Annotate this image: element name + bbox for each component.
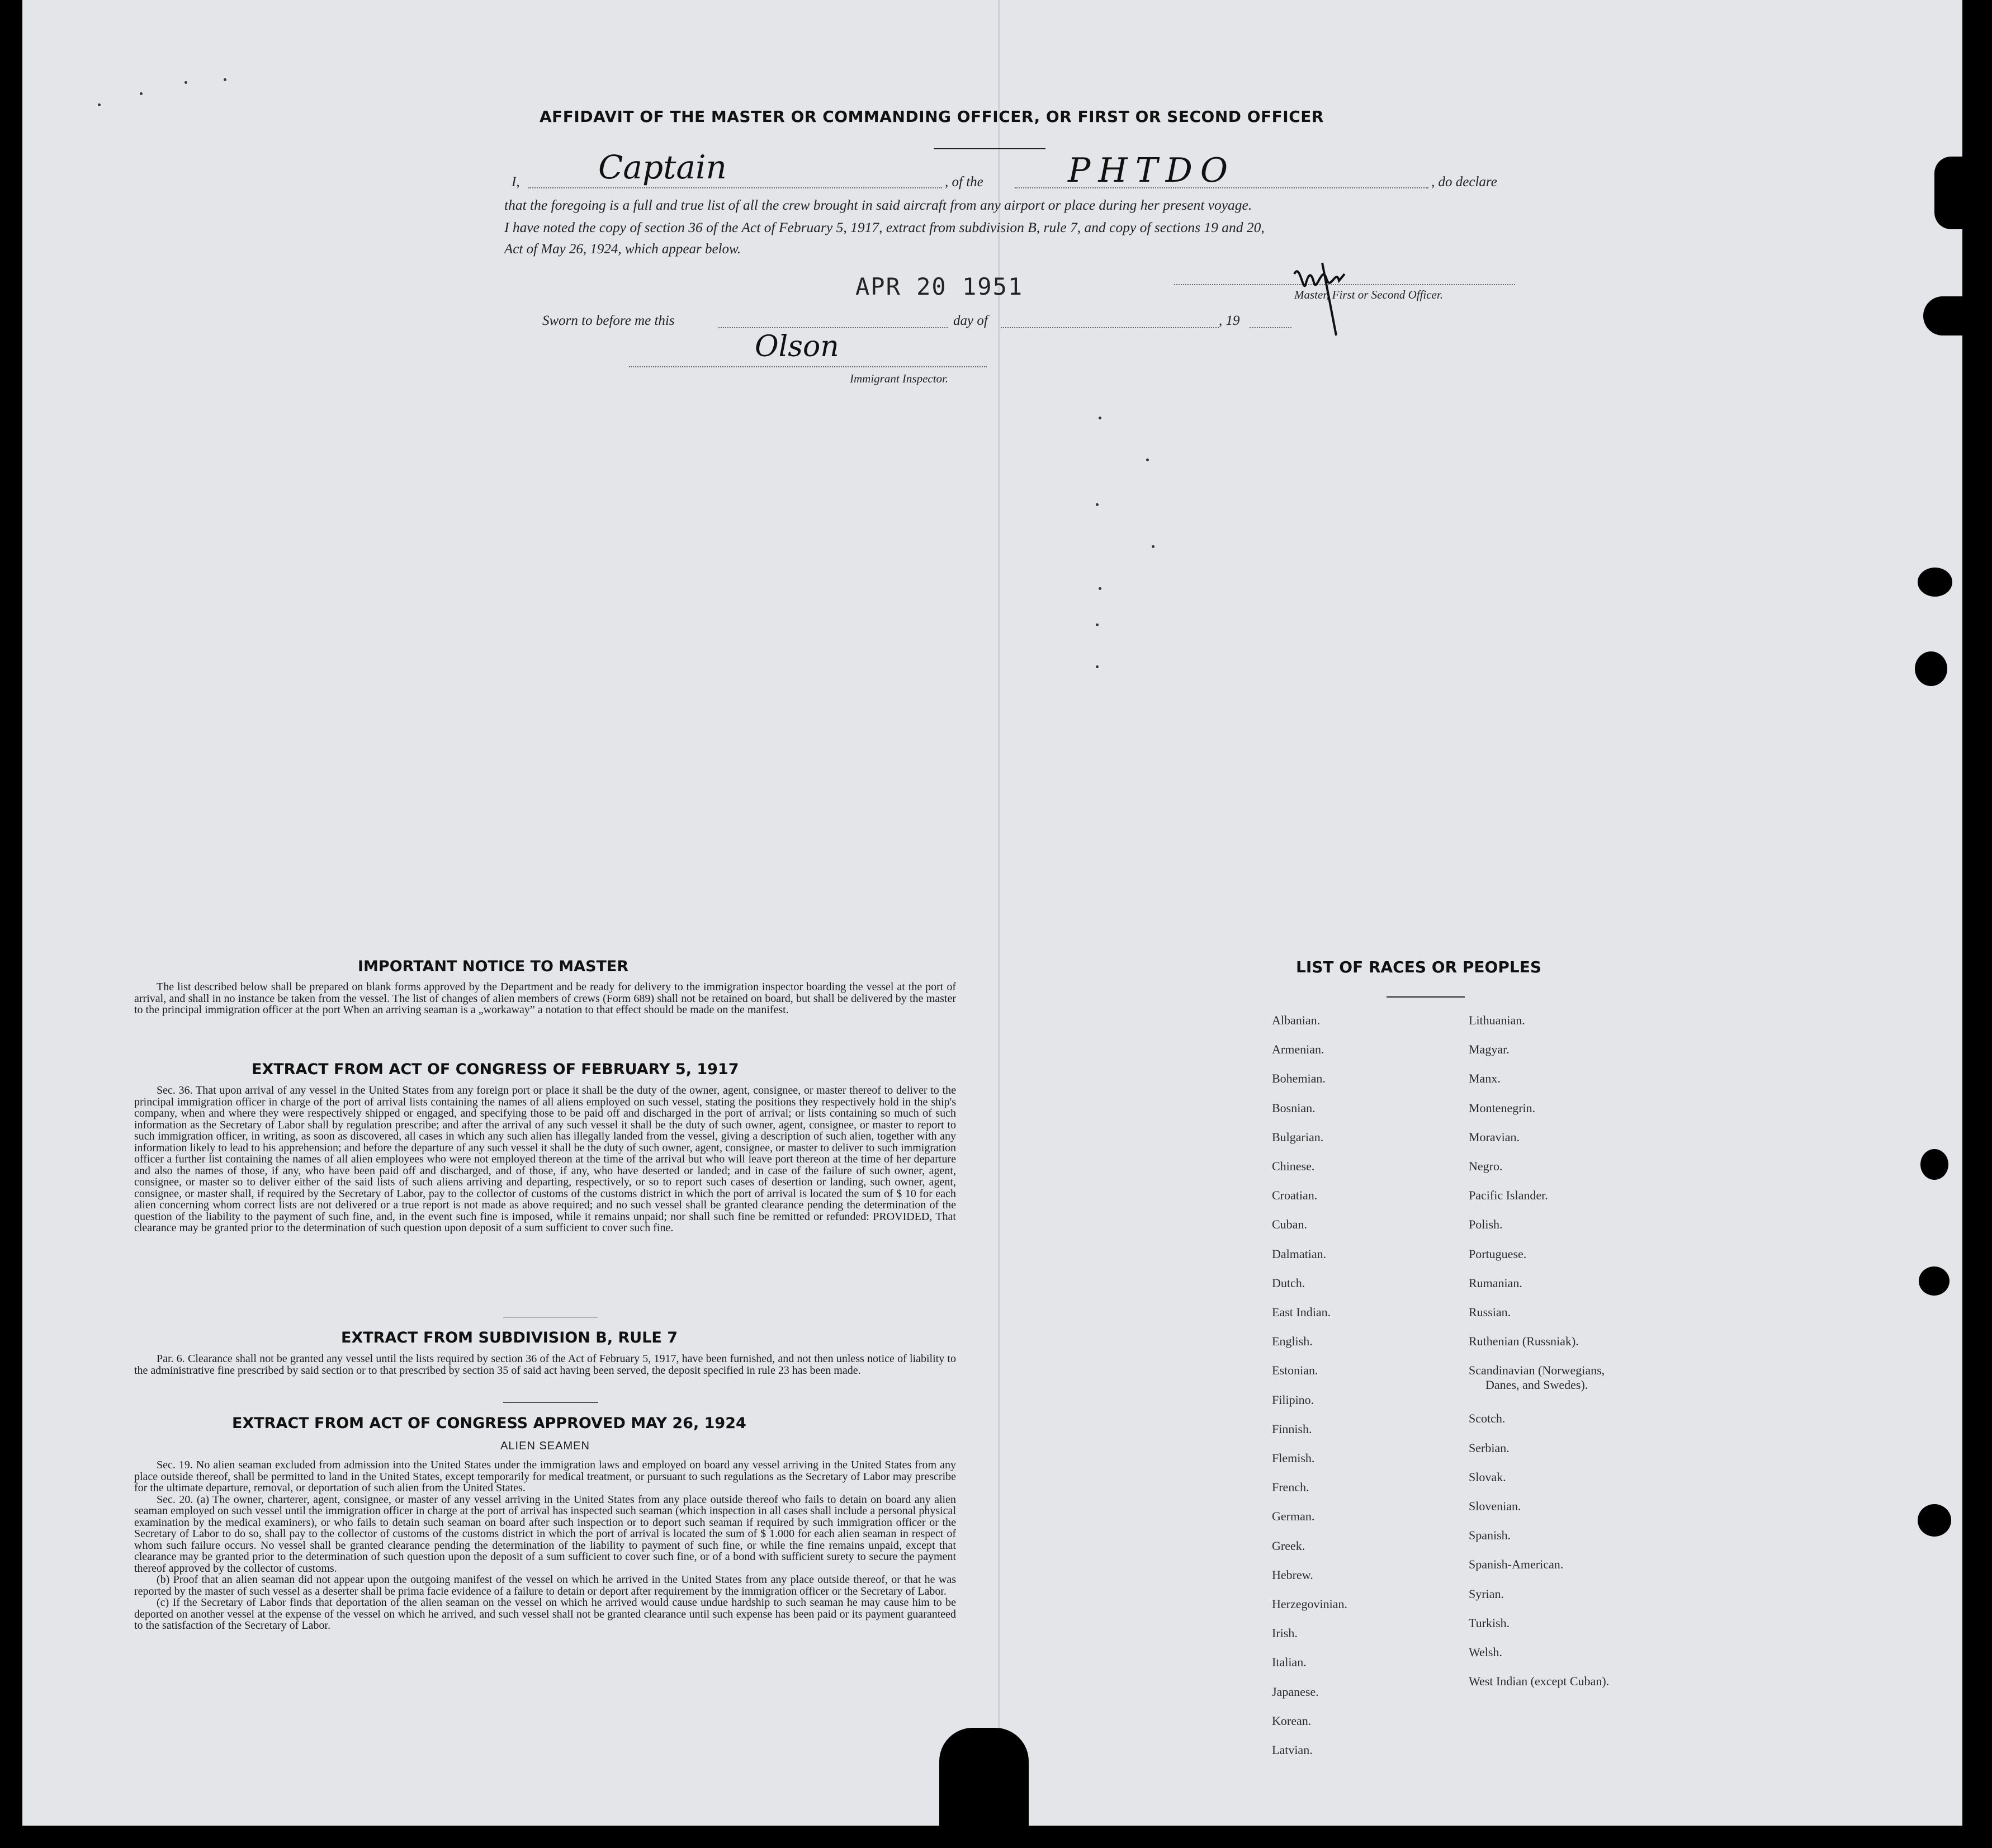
stray-dot	[1099, 587, 1101, 590]
declaration-line-3: I have noted the copy of section 36 of the Act of February 5, 1917, extract from subdivision B, rule 7, and copy of sections 19 and 20,	[504, 219, 1265, 235]
race-item: Dalmatian.	[1272, 1246, 1327, 1261]
sec36-paragraph: Sec. 36. That upon arrival of any vessel in the United States from any foreign port or place it shall be the duty of the owner, agent, consignee, or master thereof to deliver to the principal immigration officer in charge of the port of arrival lists containing the names of all aliens employed on such vessel, stating the positions they respectively hold in the ship's company, when and where they were respectively shipped or engaged, and specifying those to be paid off and discharged in the port of arrival; or lists containing so much of such information as the Secretary of Labor shall by regulation prescribe; and after the arrival of any such vessel it shall be the duty of such owner, agent, consignee, or master to report to such immigration officer, in writing, as soon as discovered, all cases in which any such alien has illegally landed from the vessel, giving a description of such alien, together with any information likely to lead to his apprehension; and before the departure of any such vessel it shall be the duty of such owner, agent, consignee, or master to deliver to such immigration officer a further list containing the names of all alien employees who were not employed thereon at the time of the arrival but who will leave port thereon at the time of her departure and also the names of those, if any, who have been paid off and discharged, and of those, if any, who have deserted or landed; and in case of the failure of such owner, agent, consignee, or master so to deliver either of the said lists of such aliens arriving and departing, respectively, or so to report such cases of desertion or landing, such owner, agent, consignee, or master shall, if required by the Secretary of Labor, pay to the collector of customs of the customs district in which the port of arrival is located the sum of $ 10 for each alien concerning whom correct lists are not delivered or a true report is not made as above required; and no such vessel shall be granted clearance pending the determination of the question of the liability to the payment of such fine, and, in the event such fine is imposed, while it remains unpaid; nor shall such fine be remitted or refunded: PROVIDED, That clearance may be granted prior to the determination of such question upon deposit of a sum sufficient to cover such fine.	[134, 1084, 956, 1234]
inspector-label: Immigrant Inspector.	[850, 372, 949, 385]
race-item: French.	[1272, 1480, 1309, 1495]
extract-1917-text	[134, 1085, 956, 1234]
stray-dot	[1146, 459, 1149, 461]
affidavit-title: AFFIDAVIT OF THE MASTER OR COMMANDING OFFICER, OR FIRST OR SECOND OFFICER	[540, 107, 1324, 126]
race-item: Filipino.	[1272, 1392, 1314, 1407]
edge-tear	[939, 1728, 1029, 1826]
race-item: Syrian.	[1469, 1586, 1504, 1601]
race-item: English.	[1272, 1334, 1313, 1349]
sec20c-paragraph: (c) If the Secretary of Labor finds that deportation of the alien seaman on the vessel on which he arrived would cause undue hardship to such seaman he may cause him to be deported on another vessel at the expense of the vessel on which he arrived, and such vessel shall not be granted clearance until such expense has been paid or its payment guaranteed to the satisfaction of the Secretary of Labor.	[134, 1596, 956, 1632]
race-item: Magyar.	[1469, 1042, 1510, 1057]
alien-seamen-subtitle: ALIEN SEAMEN	[500, 1440, 590, 1452]
sworn-year: , 19	[1219, 313, 1240, 328]
race-item: Chinese.	[1272, 1159, 1315, 1173]
race-item: West Indian (except Cuban).	[1469, 1674, 1610, 1689]
race-item: Serbian.	[1469, 1440, 1510, 1455]
race-item: Slovenian.	[1469, 1499, 1521, 1513]
par6-paragraph: Par. 6. Clearance shall not be granted any vessel until the lists required by section 36 of the Act of February 5, 1917, have been furnished, and not then unless notice of liability to the administrative fine prescribed by said section or to that prescribed by section 35 of said act having been served, the deposit specified in rule 23 has been made.	[134, 1353, 956, 1377]
section-rule	[503, 1402, 598, 1403]
stray-dot	[1096, 665, 1099, 668]
punch-hole	[1919, 1266, 1950, 1296]
race-item: Herzegovinian.	[1272, 1597, 1347, 1611]
vessel-name-handwriting: PHTDO	[1068, 151, 1236, 190]
declaration-mid: , of the	[945, 174, 983, 190]
race-item: Polish.	[1469, 1217, 1503, 1232]
race-item: Scandinavian (Norwegians,	[1469, 1363, 1605, 1378]
race-item: Turkish.	[1469, 1615, 1510, 1630]
races-title: LIST OF RACES OR PEOPLES	[1296, 958, 1541, 976]
signature-label: Master, First or Second Officer.	[1294, 288, 1443, 301]
inspector-line	[629, 366, 987, 367]
name-line	[528, 187, 942, 188]
sec20b-paragraph: (b) Proof that an alien seaman did not appear upon the outgoing manifest of the vessel on which he arrived in the United States from any place outside thereof, or that he was reported by the master of such vessel as a deserter shall be prima facie evidence of a failure to detain or deport after requirement by the immigration officer or the Secretary of Labor.	[134, 1573, 956, 1597]
race-item: Albanian.	[1272, 1013, 1321, 1027]
officer-name-handwriting: Captain	[598, 148, 727, 186]
declaration-line-4: Act of May 26, 1924, which appear below.	[504, 242, 741, 257]
stray-dot	[98, 103, 101, 106]
race-item: Spanish-American.	[1469, 1557, 1564, 1572]
extract-1924-title: EXTRACT FROM ACT OF CONGRESS APPROVED MAY 26, 1924	[232, 1415, 746, 1432]
inspector-signature: Olson	[755, 330, 839, 363]
race-item: Hebrew.	[1272, 1567, 1313, 1582]
edge-tear	[1923, 296, 1962, 335]
race-item: Lithuanian.	[1469, 1013, 1525, 1027]
race-item: Dutch.	[1272, 1275, 1305, 1290]
race-item: Portuguese.	[1469, 1246, 1527, 1261]
notice-title: IMPORTANT NOTICE TO MASTER	[358, 958, 629, 975]
punch-hole	[1915, 651, 1947, 686]
extract-1917-title: EXTRACT FROM ACT OF CONGRESS OF FEBRUARY 5, 1917	[252, 1061, 739, 1078]
race-item: German.	[1272, 1509, 1315, 1524]
race-item: Greek.	[1272, 1538, 1305, 1553]
declaration-line-2: that the foregoing is a full and true list of all the crew brought in said aircraft from any airport or place during her present voyage.	[504, 197, 1252, 213]
race-item: Bulgarian.	[1272, 1129, 1324, 1144]
race-item: Finnish.	[1272, 1421, 1312, 1436]
race-item: Irish.	[1272, 1626, 1298, 1641]
race-item: Russian.	[1469, 1305, 1511, 1319]
stray-dot	[1096, 503, 1099, 506]
race-item: Welsh.	[1469, 1645, 1502, 1659]
date-stamp: APR 20 1951	[855, 273, 1024, 300]
stray-dot	[224, 78, 226, 81]
notice-paragraph: The list described below shall be prepared on blank forms approved by the Department and be ready for delivery to the immigration inspector boarding the vessel at the port of arrival, and shall in no instance be taken from the vessel. The list of changes of alien members of crews (Form 689) shall not be retained on board, but shall be delivered by the master to the principal immigration officer at the port When an arriving seaman is a „workaway” a notation to that effect should be made on the manifest.	[134, 981, 956, 1016]
race-item: Croatian.	[1272, 1188, 1318, 1203]
subdivision-b-text	[134, 1353, 956, 1376]
race-item: Japanese.	[1272, 1684, 1319, 1699]
race-item: Danes, and Swedes).	[1485, 1378, 1588, 1392]
race-item: Bohemian.	[1272, 1071, 1326, 1086]
extract-1924-text	[134, 1459, 956, 1632]
sec19-paragraph: Sec. 19. No alien seaman excluded from admission into the United States under the immigration laws and employed on board any vessel arriving in the United States from any place outside thereof, shall be permitted to land in the United States, except temporarily for medical treatment, or pursuant to such regulations as the Secretary of Labor may prescribe for the ultimate departure, removal, or deportation of such alien from the United States.	[134, 1459, 956, 1494]
race-item: Slovak.	[1469, 1469, 1506, 1484]
race-item: Bosnian.	[1272, 1100, 1316, 1115]
race-item: Moravian.	[1469, 1129, 1520, 1144]
race-item: Negro.	[1469, 1159, 1503, 1173]
notice-text	[134, 981, 956, 1016]
race-item: Flemish.	[1272, 1451, 1315, 1465]
title-rule	[934, 148, 1045, 149]
race-item: Armenian.	[1272, 1042, 1324, 1057]
race-item: East Indian.	[1272, 1305, 1331, 1319]
race-item: Manx.	[1469, 1071, 1501, 1086]
declaration-suffix: , do declare	[1431, 174, 1497, 190]
race-item: Estonian.	[1272, 1363, 1318, 1378]
stray-dot	[1152, 545, 1154, 548]
race-item: Montenegrin.	[1469, 1100, 1536, 1115]
stray-dot	[140, 92, 143, 95]
stray-dot	[1096, 623, 1099, 626]
edge-tear	[1934, 157, 1962, 229]
race-item: Pacific Islander.	[1469, 1188, 1548, 1203]
punch-hole	[1918, 1504, 1951, 1537]
subdivision-b-title: EXTRACT FROM SUBDIVISION B, RULE 7	[341, 1329, 678, 1346]
stray-dot	[1099, 417, 1101, 419]
race-item: Scotch.	[1469, 1411, 1506, 1426]
race-item: Cuban.	[1272, 1217, 1307, 1232]
race-item: Korean.	[1272, 1713, 1312, 1728]
race-item: Spanish.	[1469, 1528, 1511, 1543]
race-item: Latvian.	[1272, 1743, 1313, 1757]
sworn-day-line	[718, 327, 948, 328]
races-rule	[1387, 996, 1465, 998]
sworn-prefix: Sworn to before me this	[542, 313, 675, 328]
stray-dot	[184, 81, 187, 84]
document-page	[22, 0, 1962, 1826]
punch-hole	[1918, 568, 1952, 597]
declaration-prefix: I,	[512, 174, 520, 190]
race-item: Rumanian.	[1469, 1275, 1522, 1290]
race-item: Italian.	[1272, 1655, 1307, 1670]
sworn-day-of: day of	[953, 313, 988, 328]
punch-hole	[1920, 1149, 1948, 1180]
sworn-year-line	[1250, 327, 1291, 328]
race-item: Ruthenian (Russniak).	[1469, 1334, 1579, 1349]
sec20a-paragraph: Sec. 20. (a) The owner, charterer, agent, consignee, or master of any vessel arriving in the United States from any place outside thereof who fails to detain on board any alien seaman employed on such vessel until the immigration officer in charge at the port of arrival has inspected such seaman (which inspection in all cases shall include a personal physical examination by the medical examiners), or who fails to detain such seaman on board after such inspection or to deport such seaman if required by such immigration officer or the Secretary of Labor to do so, shall pay to the collector of customs of the customs district in which the port of arrival is located the sum of $ 1.000 for each alien seaman in respect of whom such failure occurs. No vessel shall be granted clearance pending the determination of the liability to payment of such fine, or while the fine remains unpaid, except that clearance may be granted prior to the determination of such question upon the deposit of a sum sufficient to cover such fine, or of a bond with sufficient surety to secure the payment thereof approved by the collector of customs.	[134, 1493, 956, 1575]
sworn-month-line	[1001, 327, 1219, 328]
